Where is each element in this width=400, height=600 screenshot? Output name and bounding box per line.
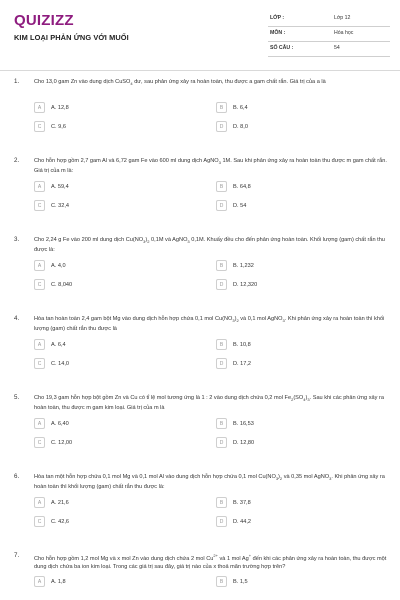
worksheet-meta (268, 12, 390, 57)
answer-option-a[interactable] (34, 338, 196, 351)
question-text: Cho 19,3 gam hỗn hợp bột gồm Zn và Cu có tỉ lệ mol tương ứng là 1 : 2 vào dung dịch chứa 0,2 mol $Fe_2(SO_4)_3$. Sau khi các phản ứng xảy ra hoàn toàn, thu được m gam kim loại. Giá trị của m là (34, 395, 384, 412)
option-letter-box: C (34, 279, 45, 290)
option-text: C. 8,040 (51, 281, 73, 288)
answer-option-d[interactable] (216, 278, 378, 291)
option-letter-box: C (34, 358, 45, 369)
answer-option-c[interactable] (34, 278, 196, 291)
option-text: B. 1,5 (233, 578, 248, 585)
question-number: 7. (14, 552, 20, 559)
option-text: A. 1,8 (51, 578, 66, 585)
meta-value: Lớp 12 (334, 15, 351, 21)
question-text: Cho 13,0 gam Zn vào dung dịch CuSO$_4$ dư, sau phản ứng xảy ra hoàn toàn, thu được a gam chất rắn. Giá trị của a là (34, 79, 326, 87)
option-letter-box: A (34, 418, 45, 429)
option-letter-box: D (216, 121, 227, 132)
option-text: B. 64,8 (233, 183, 251, 190)
option-letter-box: A (34, 181, 45, 192)
meta-row-count (268, 42, 390, 57)
quizizz-logo: QUIZIZZ (14, 12, 74, 29)
meta-label: MÔN : (270, 30, 286, 36)
option-text: B. 10,8 (233, 341, 251, 348)
meta-label: SỐ CÂU : (270, 45, 294, 51)
answer-option-d[interactable] (216, 515, 378, 528)
question-item (0, 473, 400, 552)
option-letter-box: B (216, 102, 227, 113)
option-text: D. 8,0 (233, 123, 248, 130)
answer-option-d[interactable] (216, 357, 378, 370)
option-letter-box: A (34, 576, 45, 587)
meta-row-subject (268, 27, 390, 42)
option-letter-box: B (216, 418, 227, 429)
worksheet-title: KIM LOẠI PHẢN ỨNG VỚI MUỐI (14, 33, 129, 42)
option-text: B. 37,8 (233, 499, 251, 506)
question-text: Cho 2,24 g Fe vào 200 ml dung dịch $Cu(NO_3)_2$ 0,1M và AgNO$_3$ 0,1M. Khuấy đều cho đến phản ứng hoàn toàn. Khối lượng (gam) chất rắn thu được là: (34, 237, 385, 254)
option-text: B. 1,232 (233, 262, 254, 269)
option-letter-box: B (216, 339, 227, 350)
question-number: 5. (14, 394, 20, 401)
answer-option-d[interactable] (216, 120, 378, 133)
answer-option-a[interactable] (34, 180, 196, 193)
question-number: 3. (14, 236, 20, 243)
option-text: A. 59,4 (51, 183, 69, 190)
option-letter-box: D (216, 200, 227, 211)
option-text: C. 42,6 (51, 518, 70, 525)
option-letter-box: B (216, 181, 227, 192)
option-text: C. 9,6 (51, 123, 66, 130)
answer-option-c[interactable] (34, 357, 196, 370)
answer-option-a[interactable] (34, 575, 196, 588)
question-number: 6. (14, 473, 20, 480)
option-text: C. 12,00 (51, 439, 73, 446)
question-item (0, 394, 400, 473)
option-text: D. 12,80 (233, 439, 255, 446)
option-letter-box: C (34, 200, 45, 211)
question-item (0, 315, 400, 394)
question-text: Cho hỗn hợp gồm 1,2 mol Mg và x mol Zn vào dung dịch chứa 2 mol $Cu^{2+}$ và 1 mol Ag+ đến khi các phản ứng xảy ra hoàn toàn, thu được một dung dịch chứa ba ion kim loại. Trong các giá trị sau đây, giá trị nào của x thoả mãn trường hợp trên? (34, 553, 387, 570)
question-item (0, 157, 400, 236)
question-text: Hòa tan một hỗn hợp chứa 0,1 mol Mg và 0,1 mol Al vào dung dịch hỗn hợp chứa 0,1 mol $Cu(NO_3)_2$ và 0,35 mol AgNO$_3$. Khi phản ứng xảy ra hoàn toàn thì khối lượng (gam) chất rắn thu được là: (34, 474, 385, 491)
question-item (0, 78, 400, 157)
answer-option-b[interactable] (216, 259, 378, 272)
answer-option-d[interactable] (216, 436, 378, 449)
option-text: A. 6,4 (51, 341, 66, 348)
option-text: D. 44,2 (233, 518, 252, 525)
option-letter-box: C (34, 516, 45, 527)
question-text: Cho hỗn hợp gồm 2,7 gam Al và 6,72 gam Fe vào 600 ml dung dịch AgNO$_3$ 1M. Sau khi phản ứng xảy ra hoàn toàn thu được m gam chất rắn. Giá trị của m là: (34, 158, 387, 175)
answer-option-b[interactable] (216, 575, 378, 588)
option-letter-box: B (216, 497, 227, 508)
worksheet-header (0, 0, 400, 62)
option-letter-box: C (34, 437, 45, 448)
question-number: 4. (14, 315, 20, 322)
answer-option-b[interactable] (216, 496, 378, 509)
header-divider (0, 70, 400, 71)
option-letter-box: A (34, 260, 45, 271)
question-text: Hòa tan hoàn toàn 2,4 gam bột Mg vào dung dịch hỗn hợp chứa 0,1 mol $Cu(NO_3)_2$ và 0,1 mol AgNO$_3$. Khi phản ứng xảy ra hoàn toàn thì khối lượng (gam) chất rắn thu được là (34, 316, 385, 333)
option-text: B. 6,4 (233, 104, 248, 111)
option-letter-box: D (216, 516, 227, 527)
option-letter-box: B (216, 576, 227, 587)
option-letter-box: D (216, 437, 227, 448)
answer-option-c[interactable] (34, 199, 196, 212)
option-text: B. 16,53 (233, 420, 254, 427)
answer-option-c[interactable] (34, 515, 196, 528)
question-list (0, 78, 400, 600)
option-letter-box: A (34, 102, 45, 113)
answer-option-d[interactable] (216, 199, 378, 212)
option-letter-box: D (216, 279, 227, 290)
meta-label: LỚP : (270, 15, 285, 21)
question-item (0, 552, 400, 600)
meta-value: 54 (334, 45, 340, 51)
option-letter-box: B (216, 260, 227, 271)
option-text: A. 12,8 (51, 104, 69, 111)
option-text: D. 54 (233, 202, 247, 209)
option-text: C. 14,0 (51, 360, 70, 367)
option-letter-box: A (34, 497, 45, 508)
option-text: A. 6,40 (51, 420, 69, 427)
option-letter-box: A (34, 339, 45, 350)
answer-option-a[interactable] (34, 259, 196, 272)
answer-option-b[interactable] (216, 101, 378, 114)
answer-option-c[interactable] (34, 120, 196, 133)
option-text: A. 21,6 (51, 499, 69, 506)
meta-row-class (268, 12, 390, 27)
meta-value: Hóa học (334, 30, 354, 36)
question-item (0, 236, 400, 315)
answer-option-a[interactable] (34, 417, 196, 430)
answer-option-a[interactable] (34, 101, 196, 114)
answer-option-a[interactable] (34, 496, 196, 509)
question-number: 1. (14, 78, 20, 85)
option-letter-box: C (34, 121, 45, 132)
option-text: D. 12,320 (233, 281, 258, 288)
option-text: C. 32,4 (51, 202, 70, 209)
option-letter-box: D (216, 358, 227, 369)
answer-option-b[interactable] (216, 180, 378, 193)
option-text: D. 17,2 (233, 360, 252, 367)
answer-option-b[interactable] (216, 338, 378, 351)
question-number: 2. (14, 157, 20, 164)
answer-option-b[interactable] (216, 417, 378, 430)
answer-option-c[interactable] (34, 436, 196, 449)
option-text: A. 4,0 (51, 262, 66, 269)
